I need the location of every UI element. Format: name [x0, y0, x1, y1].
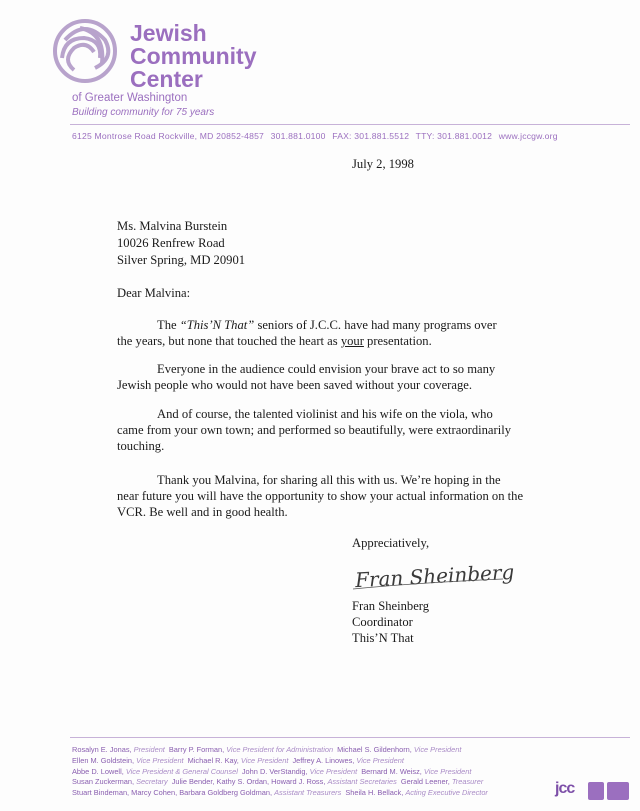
officer-name: Michael S. Gildenhorn,: [337, 745, 412, 754]
organization-subtitle: of Greater Washington: [72, 92, 188, 104]
p1-text-d: presentation.: [363, 334, 432, 348]
recipient-street: 10026 Renfrew Road: [117, 236, 225, 250]
signer-name: Fran Sheinberg: [352, 599, 430, 613]
recipient-address: [117, 218, 245, 269]
handwritten-signature: [345, 555, 530, 597]
p4-line-2: near future you will have the opportunity to show your actual information on the: [117, 489, 524, 503]
officer-title: Vice President: [309, 766, 358, 776]
p4-line-1: Thank you Malvina, for sharing all this with us. We’re hoping in the: [157, 473, 501, 487]
officers-row-4: [72, 777, 492, 788]
organization-tagline: Building community for 75 years: [72, 107, 215, 118]
officer-title: Vice President: [423, 766, 472, 776]
paragraph-3: [117, 406, 547, 454]
signer-title: Coordinator: [352, 615, 413, 629]
p1-underlined-word: your: [340, 334, 364, 348]
officer-title: Assistant Treasurers: [274, 788, 342, 798]
signer-block: [352, 598, 429, 646]
officer-name: Ellen M. Goldstein,: [72, 755, 135, 765]
officers-row-1: [72, 745, 492, 756]
p1-text-a: The: [157, 318, 180, 332]
officer-name: Susan Zuckerman,: [72, 777, 135, 787]
officer-title: President: [133, 745, 165, 754]
paragraph-1: [117, 317, 547, 349]
officer-title: Treasurer: [451, 777, 484, 787]
paragraph-4: [117, 472, 547, 520]
org-name-line-2: Community: [130, 43, 257, 69]
salutation: Dear Malvina:: [117, 286, 191, 300]
officer-title: Vice President & General Counsel: [125, 766, 238, 776]
officer-name: Stuart Bindeman, Marcy Cohen, Barbara Goldberg Goldman,: [72, 788, 273, 798]
tty-number: TTY: 301.881.0012: [415, 131, 493, 141]
website: www.jccgw.org: [498, 131, 558, 141]
officer-title: Vice President for Administration: [226, 745, 334, 754]
united-way-badge-icon: [607, 782, 629, 800]
letter-date: July 2, 1998: [352, 157, 414, 171]
header-divider: [70, 124, 630, 125]
fax-number: FAX: 301.881.5512: [332, 131, 410, 141]
officer-title: Secretary: [136, 777, 168, 787]
closing: Appreciatively,: [352, 536, 430, 550]
officer-title: Vice President: [240, 755, 289, 765]
signature-text: Fran Sheinberg: [354, 559, 515, 593]
recipient-city: Silver Spring, MD 20901: [117, 253, 246, 267]
officer-name: Barry P. Forman,: [168, 745, 225, 754]
officers-list: [72, 745, 492, 799]
signer-group: This’N That: [352, 631, 414, 645]
officers-row-3: [72, 767, 492, 778]
jcc-footer-logo: jcc: [555, 780, 575, 797]
officer-name: John D. VerStandig,: [241, 766, 308, 776]
organization-name: [130, 22, 257, 91]
p1-text-c: the years, but none that touched the heart as: [117, 334, 341, 348]
officer-name: Abbe D. Lowell,: [72, 766, 124, 776]
p1-group-name: “This’N That”: [179, 318, 255, 332]
p1-text-b: seniors of J.C.C. have had many programs over: [254, 318, 497, 332]
p4-line-3: VCR. Be well and in good health.: [117, 505, 288, 519]
officer-name: Julie Bender, Kathy S. Ordan, Howard J. Ross,: [171, 777, 326, 787]
phone-number: 301.881.0100: [270, 131, 326, 141]
officers-row-5: [72, 788, 492, 799]
paragraph-2: [117, 361, 547, 393]
officer-name: Sheila H. Bellack,: [345, 788, 404, 798]
p3-line-1: And of course, the talented violinist and his wife on the viola, who: [157, 407, 493, 421]
org-name-line-1: Jewish: [130, 20, 207, 46]
contact-line: [72, 131, 562, 141]
p3-line-2: came from your own town; and performed so beautifully, were extraordinarily: [117, 423, 512, 437]
officers-row-2: [72, 756, 492, 767]
officer-title: Vice President: [413, 745, 462, 754]
officer-name: Bernard M. Weisz,: [361, 766, 422, 776]
p3-line-3: touching.: [117, 439, 165, 453]
p2-line-1: Everyone in the audience could envision your brave act to so many: [157, 362, 496, 376]
officer-title: Vice President: [356, 755, 404, 765]
officer-name: Rosalyn E. Jonas,: [72, 745, 132, 754]
officer-title: Vice President: [136, 755, 184, 765]
officer-title: Assistant Secretaries: [327, 777, 397, 787]
p2-line-2: Jewish people who would not have been saved without your coverage.: [117, 378, 472, 392]
officer-name: Gerald Leener,: [400, 777, 450, 787]
org-name-line-3: Center: [130, 66, 203, 92]
officer-title: Acting Executive Director: [405, 788, 488, 798]
jcc-swirl-logo-icon: [40, 10, 130, 92]
recipient-name: Ms. Malvina Burstein: [117, 219, 228, 233]
footer-divider: [70, 737, 630, 738]
officer-name: Jeffrey A. Linowes,: [292, 755, 355, 765]
accreditation-badge-icon: [588, 782, 604, 800]
officer-name: Michael R. Kay,: [187, 755, 239, 765]
street-address: 6125 Montrose Road Rockville, MD 20852-4857: [72, 131, 265, 141]
